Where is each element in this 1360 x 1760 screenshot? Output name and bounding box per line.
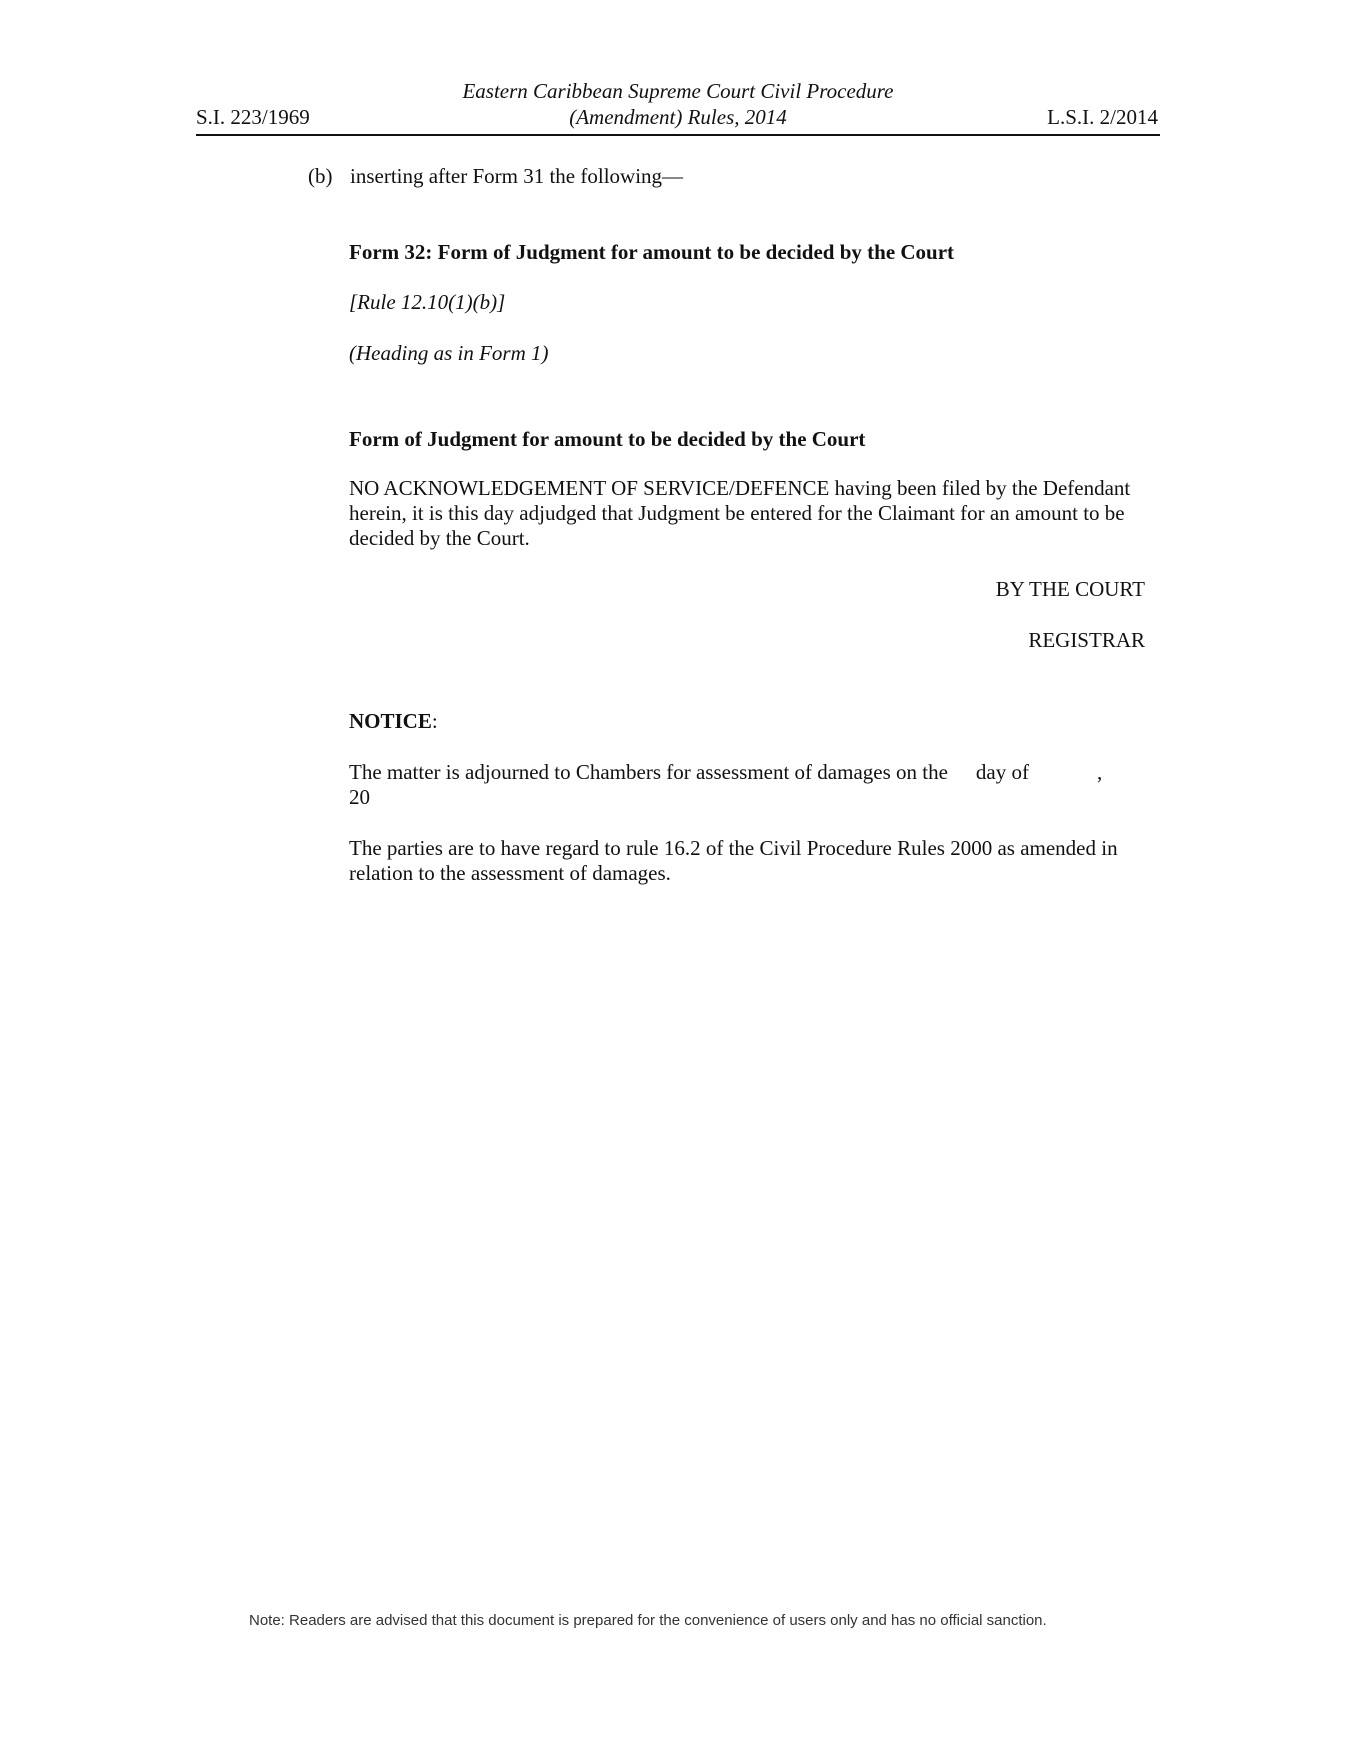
header-left-citation: S.I. 223/1969 xyxy=(196,105,310,129)
heading-note: (Heading as in Form 1) xyxy=(349,341,549,365)
footer-disclaimer: Note: Readers are advised that this document is prepared for the convenience of users only and has no official sanction. xyxy=(249,1612,1047,1629)
notice-adjournment xyxy=(349,760,1149,810)
notice-title-colon: : xyxy=(431,709,438,733)
notice-year-prefix: 20 xyxy=(349,785,370,809)
by-the-court: BY THE COURT xyxy=(995,577,1145,601)
amendment-item xyxy=(308,164,683,189)
notice-day-of: day of xyxy=(975,760,1029,784)
running-header xyxy=(196,78,1160,136)
header-title-line2: (Amendment) Rules, 2014 xyxy=(569,105,787,129)
registrar: REGISTRAR xyxy=(1028,628,1145,652)
form-content xyxy=(349,240,1149,886)
form-heading: Form 32: Form of Judgment for amount to be decided by the Court xyxy=(349,240,955,264)
notice-parties-text: The parties are to have regard to rule 16.2 of the Civil Procedure Rules 2000 as amended in relation to the assessment of damages. xyxy=(349,836,1118,885)
header-title xyxy=(196,78,1160,130)
header-title-line1: Eastern Caribbean Supreme Court Civil Procedure xyxy=(462,79,894,103)
notice-heading xyxy=(349,709,1149,734)
judgment-text: NO ACKNOWLEDGEMENT OF SERVICE/DEFENCE having been filed by the Defendant herein, it is this day adjudged that Judgment be entered for the Claimant for an amount to be decided by the Court. xyxy=(349,476,1131,550)
header-right-citation: L.S.I. 2/2014 xyxy=(1047,105,1158,129)
judgment-title: Form of Judgment for amount to be decided by the Court xyxy=(349,427,866,451)
item-text: inserting after Form 31 the following— xyxy=(350,164,684,188)
notice-title: NOTICE xyxy=(349,709,432,733)
rule-reference: [Rule 12.10(1)(b)] xyxy=(349,290,506,314)
item-label: (b) xyxy=(308,164,333,188)
notice-comma: , xyxy=(1097,760,1103,784)
notice-adjournment-text: The matter is adjourned to Chambers for assessment of damages on the xyxy=(349,760,948,784)
